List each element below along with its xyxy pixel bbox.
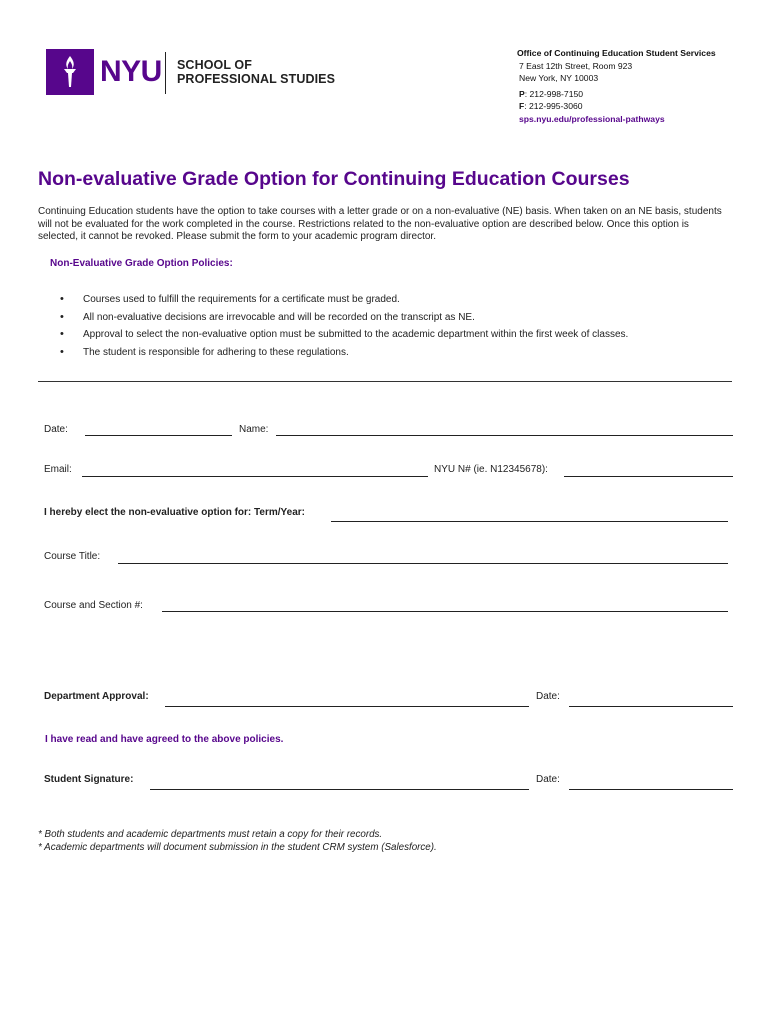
term-year-input[interactable] xyxy=(331,507,732,524)
policy-text: Courses used to fulfill the requirements for a certificate must be graded. xyxy=(83,294,400,305)
footnotes xyxy=(38,829,437,854)
office-title: Office of Continuing Education Student Services xyxy=(517,48,716,58)
dept-approval-label: Department Approval: xyxy=(44,691,149,702)
signature-date-input[interactable] xyxy=(569,775,737,792)
policy-text: All non-evaluative decisions are irrevocable and will be recorded on the transcript as NE. xyxy=(83,311,475,323)
policy-item xyxy=(58,344,628,362)
address-line1: 7 East 12th Street, Room 923 xyxy=(519,60,633,71)
school-name-line2: PROFESSIONAL STUDIES xyxy=(177,72,336,86)
policy-text: Approval to select the non-evaluative option must be submitted to the academic department within the first week of classes. xyxy=(83,329,629,340)
signature-date-label: Date: xyxy=(536,774,560,785)
agreement-statement: I have read and have agreed to the above policies. xyxy=(45,734,284,745)
course-title-field[interactable] xyxy=(118,563,728,564)
address-line2: New York, NY 10003 xyxy=(519,73,599,83)
signature-label: Student Signature: xyxy=(44,774,134,785)
bullet-icon: • xyxy=(60,310,64,323)
course-title-label: Course Title: xyxy=(44,551,101,562)
school-name-line1: SCHOOL OF xyxy=(177,58,252,72)
phone xyxy=(517,88,716,101)
fax-label: F xyxy=(519,101,525,111)
torch-icon xyxy=(57,54,83,90)
bullet-icon: • xyxy=(60,328,64,340)
policies-heading: Non-Evaluative Grade Option Policies: xyxy=(50,258,233,269)
bullet-icon: • xyxy=(60,345,64,358)
course-section-input[interactable] xyxy=(162,597,732,614)
office-contact xyxy=(517,47,716,113)
course-section-label: Course and Section #: xyxy=(44,600,143,611)
school-name xyxy=(177,58,335,86)
fax xyxy=(517,100,716,113)
policy-item xyxy=(58,291,628,309)
website-link[interactable]: sps.nyu.edu/professional-pathways xyxy=(519,114,665,124)
nyu-torch-logo xyxy=(46,49,94,95)
policy-item xyxy=(58,326,628,344)
policy-list xyxy=(58,291,628,361)
email-label: Email: xyxy=(44,464,72,475)
email-input[interactable] xyxy=(82,462,432,479)
nyu-id-input[interactable] xyxy=(564,462,737,479)
policy-text: The student is responsible for adhering to these regulations. xyxy=(83,346,349,358)
dept-date-field[interactable] xyxy=(569,706,733,707)
phone-number: : 212-998-7150 xyxy=(524,88,584,99)
phone-label: P xyxy=(519,88,525,99)
nyu-id-field[interactable] xyxy=(564,476,733,477)
footnote: * Both students and academic departments must retain a copy for their records. xyxy=(38,829,383,840)
date-input[interactable] xyxy=(85,421,236,438)
date-label: Date: xyxy=(44,424,68,435)
signature-date-field[interactable] xyxy=(569,789,733,790)
section-divider xyxy=(38,381,732,382)
footnote: * Academic departments will document submission in the student CRM system (Salesforce). xyxy=(38,841,437,853)
signature-input[interactable] xyxy=(150,775,533,792)
name-input[interactable] xyxy=(276,421,737,438)
logo-wordmark: NYU xyxy=(100,55,162,88)
page-title: Non-evaluative Grade Option for Continuing Education Courses xyxy=(38,168,630,190)
term-year-label: I hereby elect the non-evaluative option for: Term/Year: xyxy=(44,507,305,518)
dept-approval-field[interactable] xyxy=(165,706,529,707)
course-section-field[interactable] xyxy=(162,611,728,612)
term-year-field[interactable] xyxy=(331,521,728,522)
bullet-icon: • xyxy=(60,293,64,305)
dept-date-label: Date: xyxy=(536,691,560,702)
course-title-input[interactable] xyxy=(118,549,732,566)
signature-field[interactable] xyxy=(150,789,529,790)
intro-paragraph: Continuing Education students have the option to take courses with a letter grade or on a non-evaluative (NE) basis. When taken on an NE basis, students will not be evaluated for the work completed in the course. Restrictions related to the non-evaluative option are described below. Once this option is selected, it cannot be revoked. Please submit the form to your academic program director. xyxy=(38,206,722,242)
nyu-id-label: NYU N# (ie. N12345678): xyxy=(434,464,548,475)
email-field[interactable] xyxy=(82,476,428,477)
logo-divider xyxy=(165,52,166,94)
fax-number: : 212-995-3060 xyxy=(524,101,583,111)
dept-approval-input[interactable] xyxy=(165,692,533,709)
name-label: Name: xyxy=(239,424,269,435)
policy-item xyxy=(58,309,628,327)
name-field[interactable] xyxy=(276,435,733,436)
dept-date-input[interactable] xyxy=(569,692,737,709)
date-field[interactable] xyxy=(85,435,232,436)
